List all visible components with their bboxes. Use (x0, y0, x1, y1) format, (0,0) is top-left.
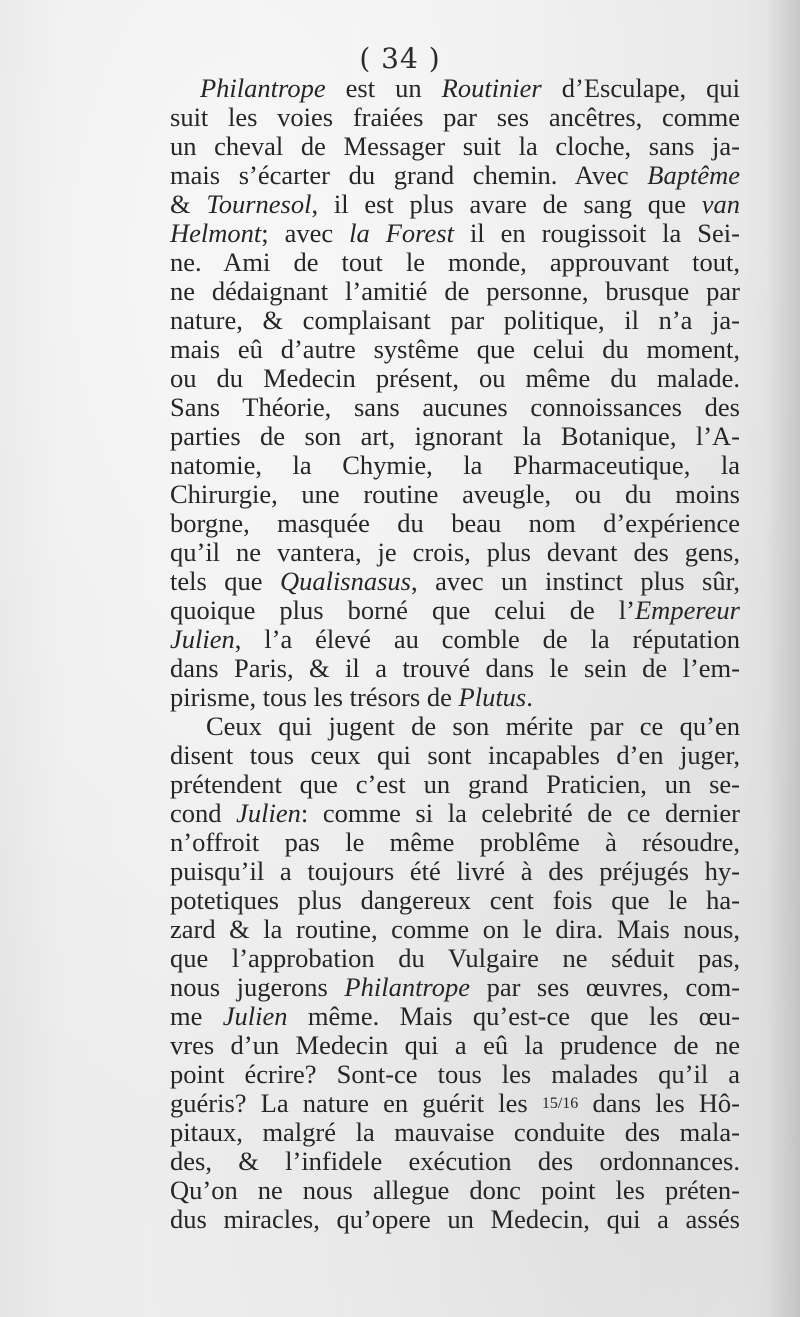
text-segment: borgne, masquée du beau nom d’expérience (170, 509, 740, 538)
text-segment: prétendent que c’est un grand Praticien, un se- (170, 770, 740, 799)
italic-text: Philantrope (344, 973, 471, 1002)
text-line (170, 1205, 740, 1234)
italic-text: Julien (170, 625, 235, 654)
text-segment: Chirurgie, une routine aveugle, ou du moins (170, 480, 740, 509)
text-line (170, 915, 740, 944)
text-line (170, 103, 740, 132)
text-segment: ; avec (261, 219, 350, 248)
text-line (170, 712, 740, 741)
fraction: 15/16 (541, 1095, 579, 1112)
text-line (170, 654, 740, 683)
text-segment: même. Mais qu’est-ce que les œu- (287, 1002, 740, 1031)
text-line (170, 422, 740, 451)
text-line (170, 219, 740, 248)
text-segment: que l’approbation du Vulgaire ne séduit pas, (170, 944, 740, 973)
italic-text: Empereur (635, 596, 740, 625)
text-segment: point écrire? Sont-ce tous les malades qu’il a (170, 1060, 740, 1089)
text-line (170, 74, 740, 103)
text-segment: & (170, 190, 207, 219)
text-segment: potetiques plus dangereux cent fois que le ha- (170, 886, 740, 915)
text-segment: nature, & complaisant par politique, il n’a ja- (170, 306, 740, 335)
text-line (170, 480, 740, 509)
text-segment: il en rougissoit la Sei- (453, 219, 740, 248)
text-line (170, 1031, 740, 1060)
text-segment: , l’a élevé au comble de la réputation (234, 625, 740, 654)
text-segment: puisqu’il a toujours été livré à des préjugés hy- (170, 857, 740, 886)
text-line (170, 132, 740, 161)
text-segment: parties de son art, ignorant la Botanique, l’A- (170, 422, 740, 451)
text-segment: dans Paris, & il a trouvé dans le sein de l’em- (170, 654, 740, 683)
text-segment: quoique plus borné que celui de l’ (170, 596, 635, 625)
text-line (170, 248, 740, 277)
text-line (170, 799, 740, 828)
text-line (170, 1060, 740, 1089)
text-line (170, 683, 740, 712)
italic-text: Philantrope (200, 74, 326, 103)
text-line (170, 1089, 740, 1118)
text-segment: dans les Hô- (578, 1089, 740, 1118)
text-line (170, 770, 740, 799)
italic-text: Julien (236, 799, 301, 828)
text-line (170, 828, 740, 857)
text-line (170, 741, 740, 770)
text-segment: vres d’un Medecin qui a eû la prudence de ne (170, 1031, 740, 1060)
italic-text: Baptême (647, 161, 740, 190)
text-segment: est un (325, 74, 442, 103)
text-segment: me (170, 1002, 223, 1031)
italic-text: van (701, 190, 740, 219)
italic-text: Routinier (441, 74, 542, 103)
italic-text: Tournesol (206, 190, 312, 219)
text-segment: d’Esculape, qui (541, 74, 740, 103)
italic-text: Plutus (458, 683, 527, 712)
text-segment: pirisme, tous les trésors de (170, 683, 459, 712)
text-line (170, 306, 740, 335)
text-line (170, 973, 740, 1002)
text-segment: : comme si la celebrité de ce dernier (300, 799, 740, 828)
text-segment: cond (170, 799, 237, 828)
text-line (170, 596, 740, 625)
body-text (170, 74, 740, 1234)
italic-text: la Forest (349, 219, 454, 248)
text-line (170, 886, 740, 915)
text-segment: nous jugerons (170, 973, 345, 1002)
text-line (170, 161, 740, 190)
text-segment: ou du Medecin présent, ou même du malade. (170, 364, 740, 393)
text-line (170, 277, 740, 306)
page-number: ( 34 ) (359, 42, 441, 75)
text-segment: , il est plus avare de sang que (311, 190, 702, 219)
text-segment: mais eû d’autre systême que celui du moment, (170, 335, 740, 364)
text-segment: zard & la routine, comme on le dira. Mais nous, (170, 915, 740, 944)
text-line (170, 335, 740, 364)
text-line (170, 190, 740, 219)
text-segment: guéris? La nature en guérit les (170, 1089, 542, 1118)
text-line (170, 944, 740, 973)
italic-text: Qualisnasus (279, 567, 411, 596)
text-segment: des, & l’infidele exécution des ordonnances. (170, 1147, 740, 1176)
italic-text: Julien (222, 1002, 288, 1031)
text-segment: natomie, la Chymie, la Pharmaceutique, la (170, 451, 740, 480)
text-line (170, 364, 740, 393)
text-line (170, 1176, 740, 1205)
page-edge-shadow (766, 0, 800, 1317)
text-segment: qu’il ne vantera, je crois, plus devant des gens, (170, 538, 740, 567)
text-line (170, 625, 740, 654)
text-line (170, 1002, 740, 1031)
text-segment: par ses œuvres, com- (470, 973, 740, 1002)
text-segment: . (526, 683, 533, 712)
text-segment: , avec un instinct plus sûr, (411, 567, 740, 596)
text-segment: Ceux qui jugent de son mérite par ce qu’en (206, 712, 740, 741)
text-segment: pitaux, malgré la mauvaise conduite des mala- (170, 1118, 740, 1147)
text-segment: ne dédaignant l’amitié de personne, brusque par (170, 277, 740, 306)
text-line (170, 393, 740, 422)
text-line (170, 509, 740, 538)
text-line (170, 538, 740, 567)
text-segment: dus miracles, qu’opere un Medecin, qui a assés (170, 1205, 740, 1234)
text-segment: tels que (170, 567, 280, 596)
text-segment: n’offroit pas le même problême à résoudre, (170, 828, 740, 857)
text-line (170, 1147, 740, 1176)
text-segment: mais s’écarter du grand chemin. Avec (170, 161, 648, 190)
text-segment: un cheval de Messager suit la cloche, sans ja- (170, 132, 740, 161)
text-segment: suit les voies fraiées par ses ancêtres, comme (170, 103, 740, 132)
text-segment: disent tous ceux qui sont incapables d’en juger, (170, 741, 740, 770)
text-segment: Qu’on ne nous allegue donc point les préten- (170, 1176, 740, 1205)
text-line (170, 567, 740, 596)
text-segment: ne. Ami de tout le monde, approuvant tout, (170, 248, 740, 277)
text-line (170, 451, 740, 480)
italic-text: Helmont (170, 219, 262, 248)
text-segment: Sans Théorie, sans aucunes connoissances des (170, 393, 740, 422)
text-line (170, 857, 740, 886)
text-line (170, 1118, 740, 1147)
